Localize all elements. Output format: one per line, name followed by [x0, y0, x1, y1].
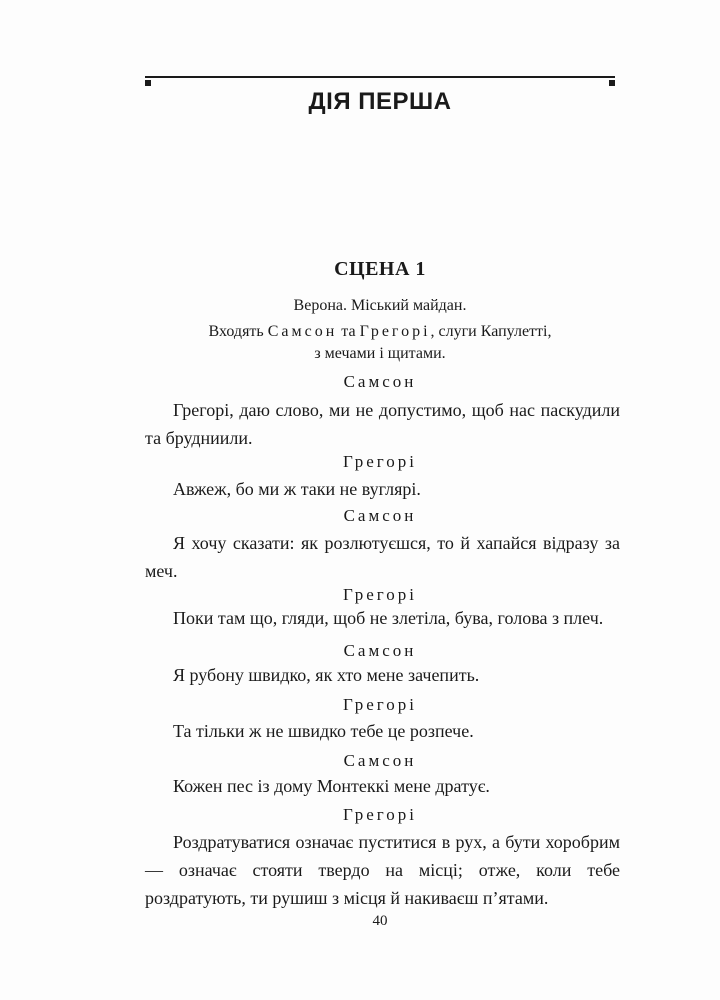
speech-text: Авжеж, бо ми ж таки не вуглярі. [173, 479, 421, 499]
speech-text: Грегорі, даю слово, ми не допустимо, щоб нас паскудили та брудниили. [145, 400, 620, 448]
speaker-name: Грегорі [342, 452, 418, 471]
stage-direction-entry [145, 321, 615, 365]
speaker-name: Грегорі [342, 695, 418, 714]
speech-text: Я рубону швидко, як хто мене зачепить. [173, 665, 480, 685]
act-title: ДІЯ ПЕРША [308, 88, 452, 115]
speech-text: Поки там що, гляди, щоб не злетіла, бува, голова з плеч. [173, 608, 604, 628]
entry-line-2: з мечами і щитами. [314, 345, 446, 362]
speaker-name: Самсон [343, 641, 417, 660]
page-number: 40 [372, 913, 388, 929]
entry-character-gregory: Грегорі [359, 323, 431, 340]
entry-suffix: , слуги Капулетті, [430, 323, 552, 340]
scene-title: СЦЕНА 1 [334, 258, 426, 280]
entry-character-samson: Самсон [267, 323, 338, 340]
stage-direction-place: Верона. Міський майдан. [293, 297, 467, 314]
speech-text: Та тільки ж не швидко тебе це розпече. [173, 721, 474, 741]
entry-conjunction: та [337, 323, 360, 340]
header-ornament-right [609, 80, 615, 86]
speaker-name: Самсон [343, 751, 417, 770]
speech-text: Кожен пес із дому Монтеккі мене дратує. [173, 776, 490, 796]
speaker-name: Самсон [343, 372, 417, 391]
speaker-name: Грегорі [342, 805, 418, 824]
speech-text: Я хочу сказати: як розлютуєшся, то й хапайся відразу за меч. [145, 533, 620, 581]
speech-text: Роздратуватися означає пуститися в рух, а бути хоробрим — означає стояти твердо на місці; отже, коли тебе роздратують, ти рушиш з місця й накиваєш п’ятами. [145, 832, 620, 908]
header-ornament-left [145, 80, 151, 86]
header-rule [145, 76, 615, 78]
speaker-name: Грегорі [342, 585, 418, 604]
speaker-name: Самсон [343, 506, 417, 525]
entry-prefix: Входять [208, 323, 268, 340]
